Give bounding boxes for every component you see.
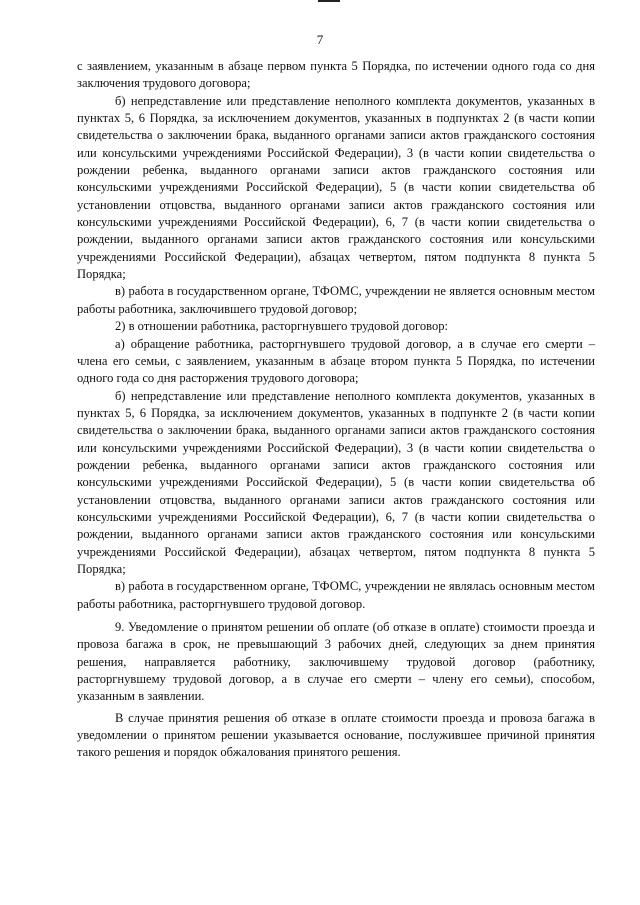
page-number: 7 [316,32,324,47]
paragraph-item-b-2: б) непредставление или представление неполного комплекта документов, указанных в пунктах 5, 6 Порядка, за исключением документов, указанных в подпункте 2 (в части копии свидетельства о заключении брака, выданного органами записи актов гражданского состояния или консульскими учреждениями Российской Федерации), 3 (в части копии свидетельства о рождении ребенка, выданного органами записи актов гражданского состояния или консульскими учреждениями Российской Федерации), 5 (в части копии свидетельства об установлении отцовства, выданного органами записи актов гражданского состояния или консульскими учреждениями Российской Федерации), 6, 7 (в части копии свидетельства о рождении, выданного органами записи актов гражданского состояния или консульскими учреждениями Российской Федерации), абзацах четвертом, пятом подпункта 8 пункта 5 Порядка; [77,388,595,576]
paragraph-continuation: с заявлением, указанным в абзаце первом пункта 5 Порядка, по истечении одного года со дня заключения трудового договора; [77,59,595,91]
top-edge-mark [318,0,340,2]
paragraph-item-a-2: а) обращение работника, расторгнувшего трудовой договор, а в случае его смерти – члена его семьи, с заявлением, указанным в абзаце втором пункта 5 Порядка, по истечении одного года со дня расторжения трудового договора; [77,336,595,386]
paragraph-item-v-2: в) работа в государственном органе, ТФОМС, учреждении не являлась основным местом работы работника, расторгнувшего трудовой договор. [77,579,595,611]
paragraph-item-v-1: в) работа в государственном органе, ТФОМС, учреждении не является основным местом работы работника, заключившего трудовой договор; [77,284,595,316]
paragraph-refusal-notice: В случае принятия решения об отказе в оплате стоимости проезда и провоза багажа в уведомлении о принятом решении указывается основание, послужившее причиной принятия такого решения и порядок обжалования принятого решения. [77,710,595,760]
paragraph-item-2: 2) в отношении работника, расторгнувшего трудовой договор: [115,319,449,334]
paragraph-section-9: 9. Уведомление о принятом решении об оплате (об отказе в оплате) стоимости проезда и провоза багажа в срок, не превышающий 3 рабочих дней, следующих за днем принятия решения, направляется работнику, заключившему трудовой договор (работнику, расторгнувшему трудовой договор, а в случае его смерти – члену его семьи), способом, указанным в заявлении. [77,620,595,704]
document-body [77,58,595,762]
paragraph-item-b-1: б) непредставление или представление неполного комплекта документов, указанных в пунктах 5, 6 Порядка, за исключением документов, указанных в подпунктах 2 (в части копии свидетельства о заключении брака, выданного органами записи актов гражданского состояния или консульскими учреждениями Российской Федерации), 3 (в части копии свидетельства о рождении ребенка, выданного органами записи актов гражданского состояния или консульскими учреждениями Российской Федерации), 5 (в части копии свидетельства об установлении отцовства, выданного органами записи актов гражданского состояния или консульскими учреждениями Российской Федерации), 6, 7 (в части копии свидетельства о рождении, выданного органами записи актов гражданского состояния или консульскими учреждениями Российской Федерации), абзацах четвертом, пятом подпункта 8 пункта 5 Порядка; [77,93,595,282]
